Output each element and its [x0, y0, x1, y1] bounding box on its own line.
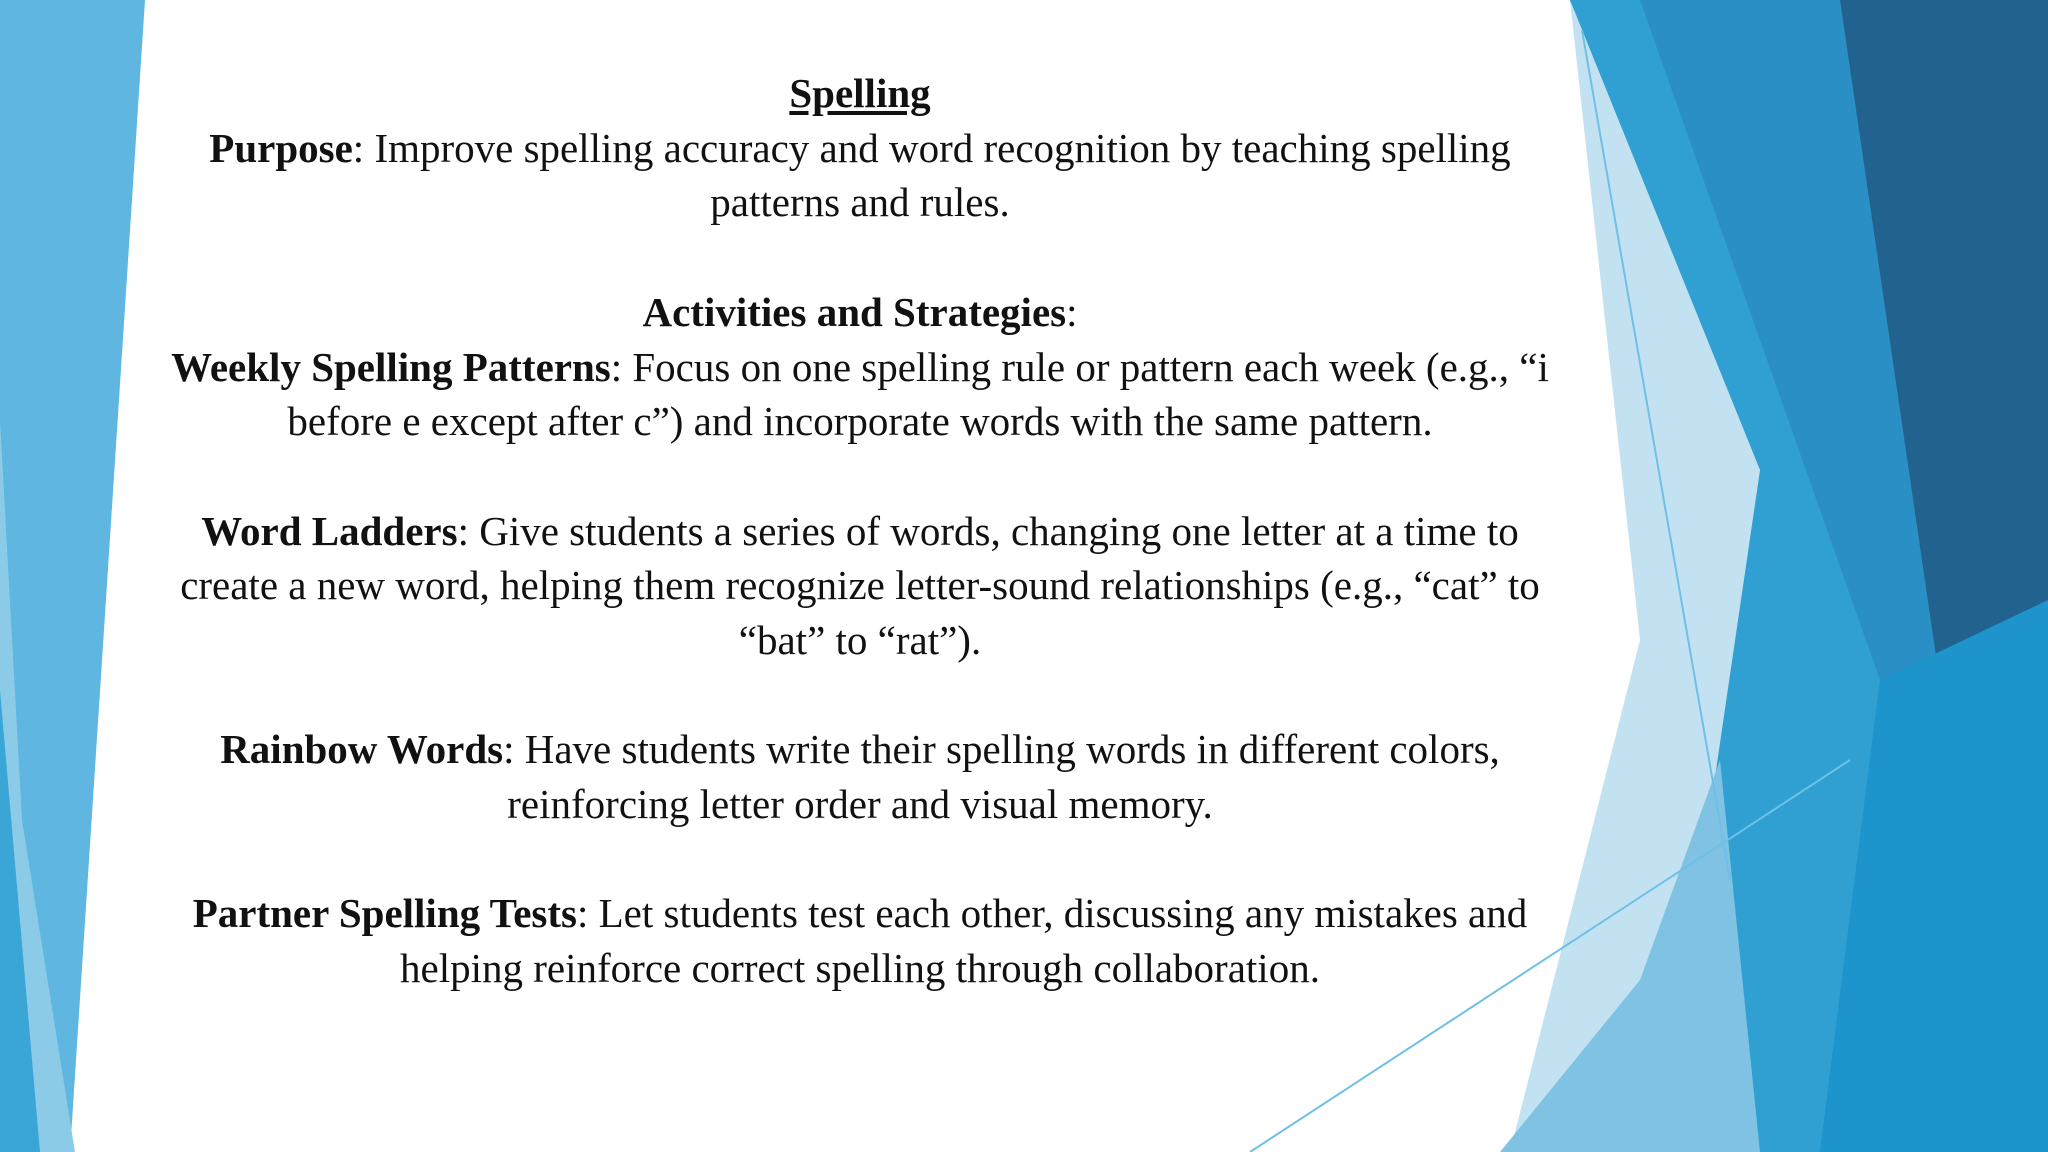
activity-item [160, 886, 1560, 995]
slide-text-block [160, 66, 1560, 996]
activity-label: Partner Spelling Tests [192, 890, 577, 937]
activity-text: : Let students test each other, discussing any mistakes and helping reinforce correct spelling through collaboration. [400, 890, 1528, 992]
purpose-label: Purpose [209, 124, 353, 171]
activity-item [160, 722, 1560, 831]
activity-item [160, 504, 1560, 668]
spacer [160, 668, 1560, 723]
activity-label: Rainbow Words [220, 726, 504, 773]
activity-item [160, 340, 1560, 449]
spacer [160, 230, 1560, 285]
activity-label: Word Ladders [201, 507, 458, 554]
spacer [160, 449, 1560, 504]
activities-heading [160, 285, 1560, 340]
activity-label: Weekly Spelling Patterns [171, 343, 611, 390]
purpose-text: : Improve spelling accuracy and word recognition by teaching spelling patterns and rules. [352, 124, 1511, 226]
purpose-paragraph [160, 121, 1560, 230]
activities-heading-label: Activities and Strategies [642, 288, 1067, 335]
activity-text: : Give students a series of words, changing one letter at a time to create a new word, helping them recognize letter-sound relationships (e.g., “cat” to “bat” to “rat”). [180, 507, 1540, 663]
activities-heading-suffix: : [1066, 288, 1078, 335]
spacer [160, 832, 1560, 887]
slide-title: Spelling [789, 70, 931, 116]
activity-text: : Focus on one spelling rule or pattern each week (e.g., “i before e except after c”) and incorporate words with the same pattern. [287, 343, 1549, 445]
activity-text: : Have students write their spelling words in different colors, reinforcing letter order and visual memory. [503, 726, 1500, 828]
